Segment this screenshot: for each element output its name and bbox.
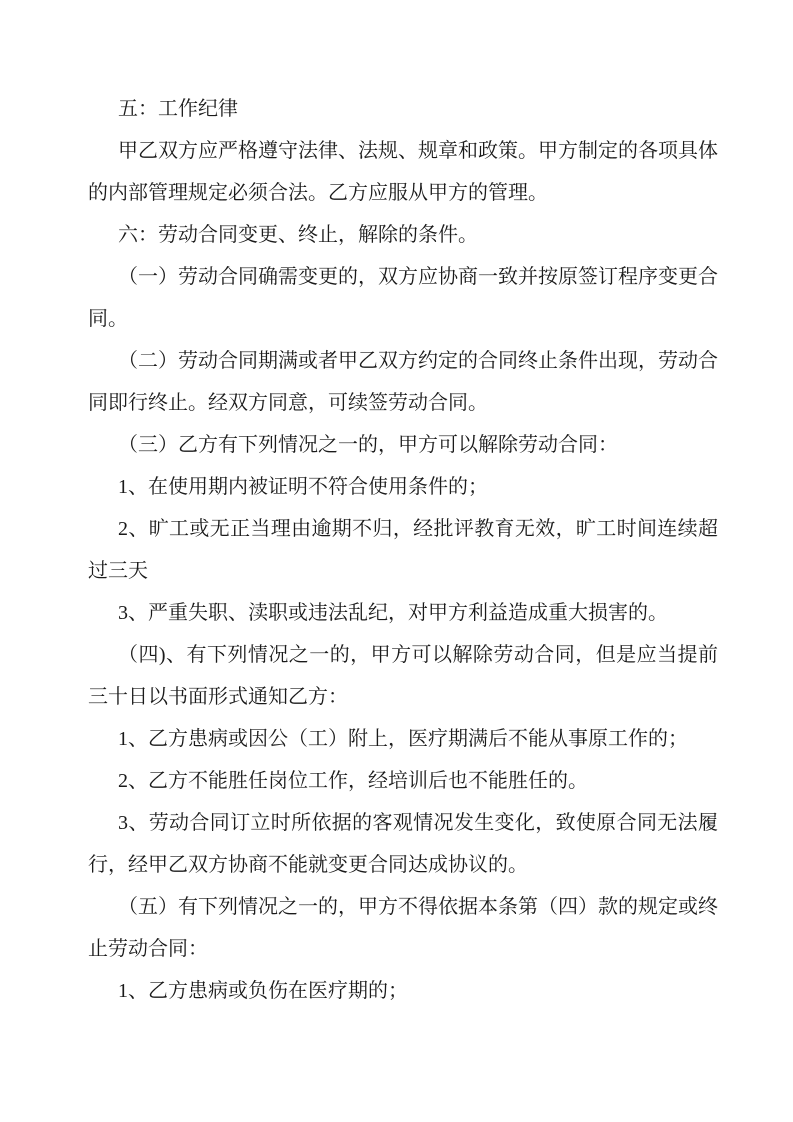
paragraph-clause-2: （二）劳动合同期满或者甲乙双方约定的合同终止条件出现，劳动合同即行终止。经双方同意，可续签劳动合同。 (88, 350, 718, 414)
paragraph-clause-4-item-3: 3、劳动合同订立时所依据的客观情况发生变化，致使原合同无法履行，经甲乙双方协商不能就变更合同达成协议的。 (88, 812, 718, 876)
paragraph-clause-3-item-1: 1、在使用期内被证明不符合使用条件的； (118, 476, 488, 498)
paragraph-clause-1: （一）劳动合同确需变更的，双方应协商一致并按原签订程序变更合同。 (88, 266, 718, 330)
paragraph-clause-4-item-2: 2、乙方不能胜任岗位工作，经培训后也不能胜任的。 (118, 770, 588, 792)
paragraph-clause-5: （五）有下列情况之一的，甲方不得依据本条第（四）款的规定或终止劳动合同： (88, 896, 718, 960)
paragraph-clause-3-item-3: 3、严重失职、渎职或违法乱纪，对甲方利益造成重大损害的。 (118, 602, 668, 624)
paragraph-section-5-heading: 五：工作纪律 (118, 98, 238, 120)
paragraph-clause-5-item-1: 1、乙方患病或负伤在医疗期的； (118, 980, 408, 1002)
paragraph-clause-4: （四)、有下列情况之一的，甲方可以解除劳动合同，但是应当提前三十日以书面形式通知乙方： (88, 644, 718, 708)
document-body (88, 88, 718, 1012)
paragraph-clause-3-item-2: 2、旷工或无正当理由逾期不归，经批评教育无效，旷工时间连续超过三天 (88, 518, 718, 582)
paragraph-clause-3: （三）乙方有下列情况之一的，甲方可以解除劳动合同： (118, 434, 618, 456)
paragraph-clause-4-item-1: 1、乙方患病或因公（工）附上，医疗期满后不能从事原工作的； (118, 728, 688, 750)
paragraph-section-6-heading: 六：劳动合同变更、终止，解除的条件。 (118, 224, 478, 246)
paragraph: 甲乙双方应严格遵守法律、法规、规章和政策。甲方制定的各项具体的内部管理规定必须合法。乙方应服从甲方的管理。 (88, 140, 718, 204)
